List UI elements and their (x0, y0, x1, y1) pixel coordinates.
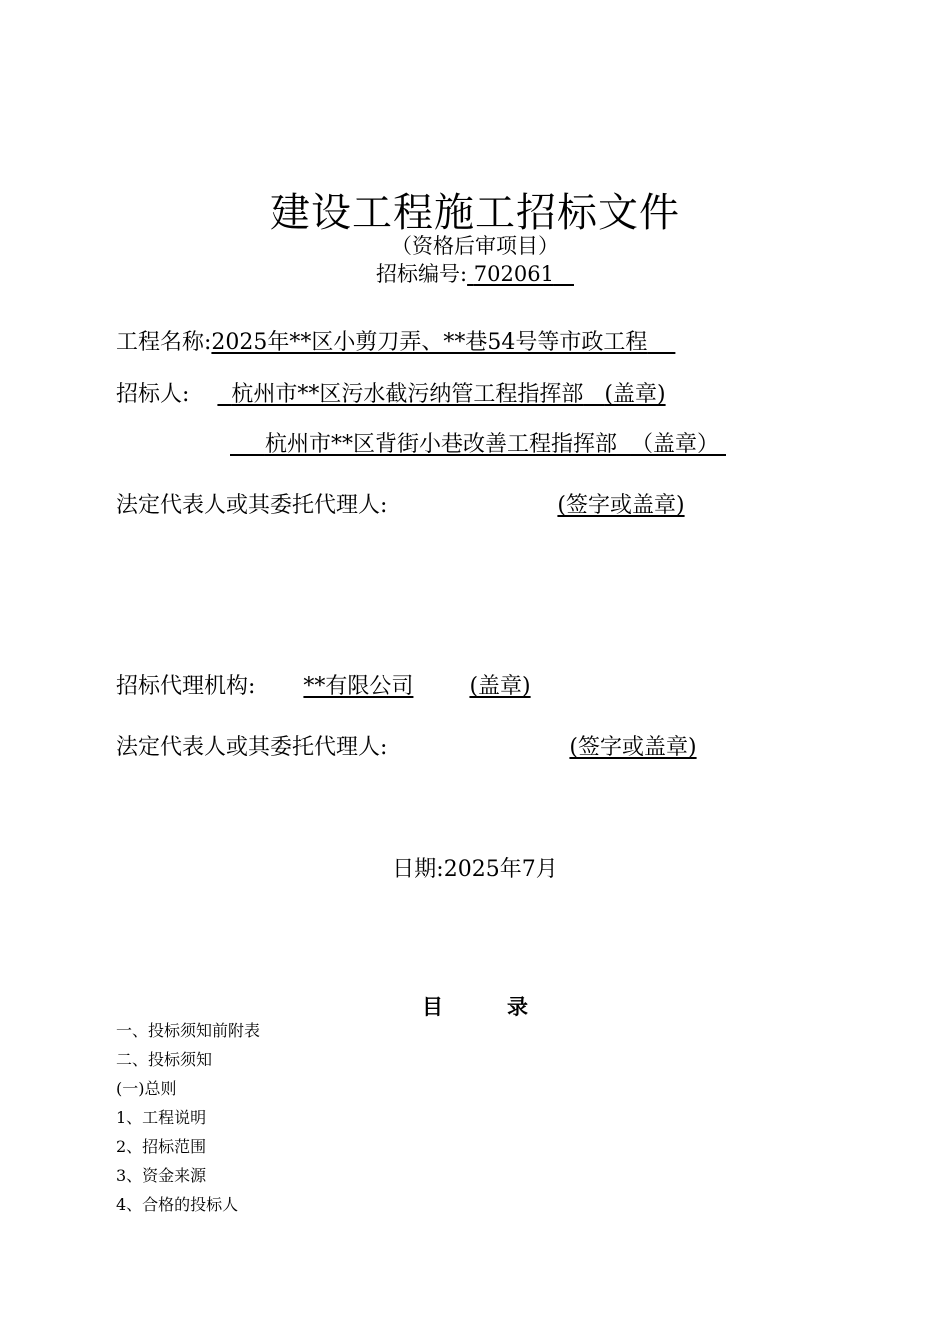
tenderer-label: 招标人: (116, 382, 190, 407)
legal-rep-label-2: 法定代表人或其委托代理人: (116, 735, 388, 760)
toc-item[interactable]: 4、合格的投标人 (116, 1195, 239, 1214)
bid-number-label: 招标编号: (376, 262, 468, 286)
document-title: 建设工程施工招标文件 (270, 190, 680, 236)
toc-item[interactable]: 3、资金来源 (116, 1166, 207, 1185)
agency-value: **有限公司 (盖章) (303, 674, 531, 699)
table-of-contents (116, 1016, 260, 1219)
toc-item[interactable]: (一)总则 (116, 1079, 177, 1098)
legal-rep-signature-line-2: (签字或盖章) (569, 735, 697, 760)
tenderer-row (116, 380, 666, 410)
date-label: 日期: (392, 857, 444, 882)
document-subtitle: （资格后审项目） (391, 234, 559, 258)
legal-rep-signature-line: (签字或盖章) (557, 493, 685, 518)
tenderer-2: 杭州市**区背街小巷改善工程指挥部 （盖章） (264, 432, 719, 457)
toc-item[interactable]: 二、投标须知 (116, 1050, 213, 1069)
tenderer-row-2 (230, 430, 726, 460)
project-name-row (116, 328, 675, 358)
toc-title-left: 目 (422, 994, 443, 1019)
agency-label: 招标代理机构: (116, 674, 256, 699)
legal-rep-label: 法定代表人或其委托代理人: (116, 493, 388, 518)
agency-row (116, 672, 531, 702)
bid-number-value: 702061 (473, 262, 554, 286)
bid-number (0, 261, 950, 287)
toc-item[interactable]: 2、招标范围 (116, 1137, 207, 1156)
project-name-value: 2025年**区小剪刀弄、**巷54号等市政工程 (211, 330, 648, 355)
toc-item[interactable]: 一、投标须知前附表 (116, 1021, 261, 1040)
date-value: 2025年7月 (443, 857, 558, 882)
legal-rep-row-2 (116, 733, 697, 763)
legal-rep-row (116, 491, 685, 521)
tenderer-1: 杭州市**区污水截污纳管工程指挥部 (盖章) (231, 382, 666, 407)
toc-item[interactable]: 1、工程说明 (116, 1108, 207, 1127)
toc-title-right: 录 (507, 994, 528, 1019)
issue-date (0, 855, 950, 885)
project-name-label: 工程名称: (116, 330, 212, 355)
